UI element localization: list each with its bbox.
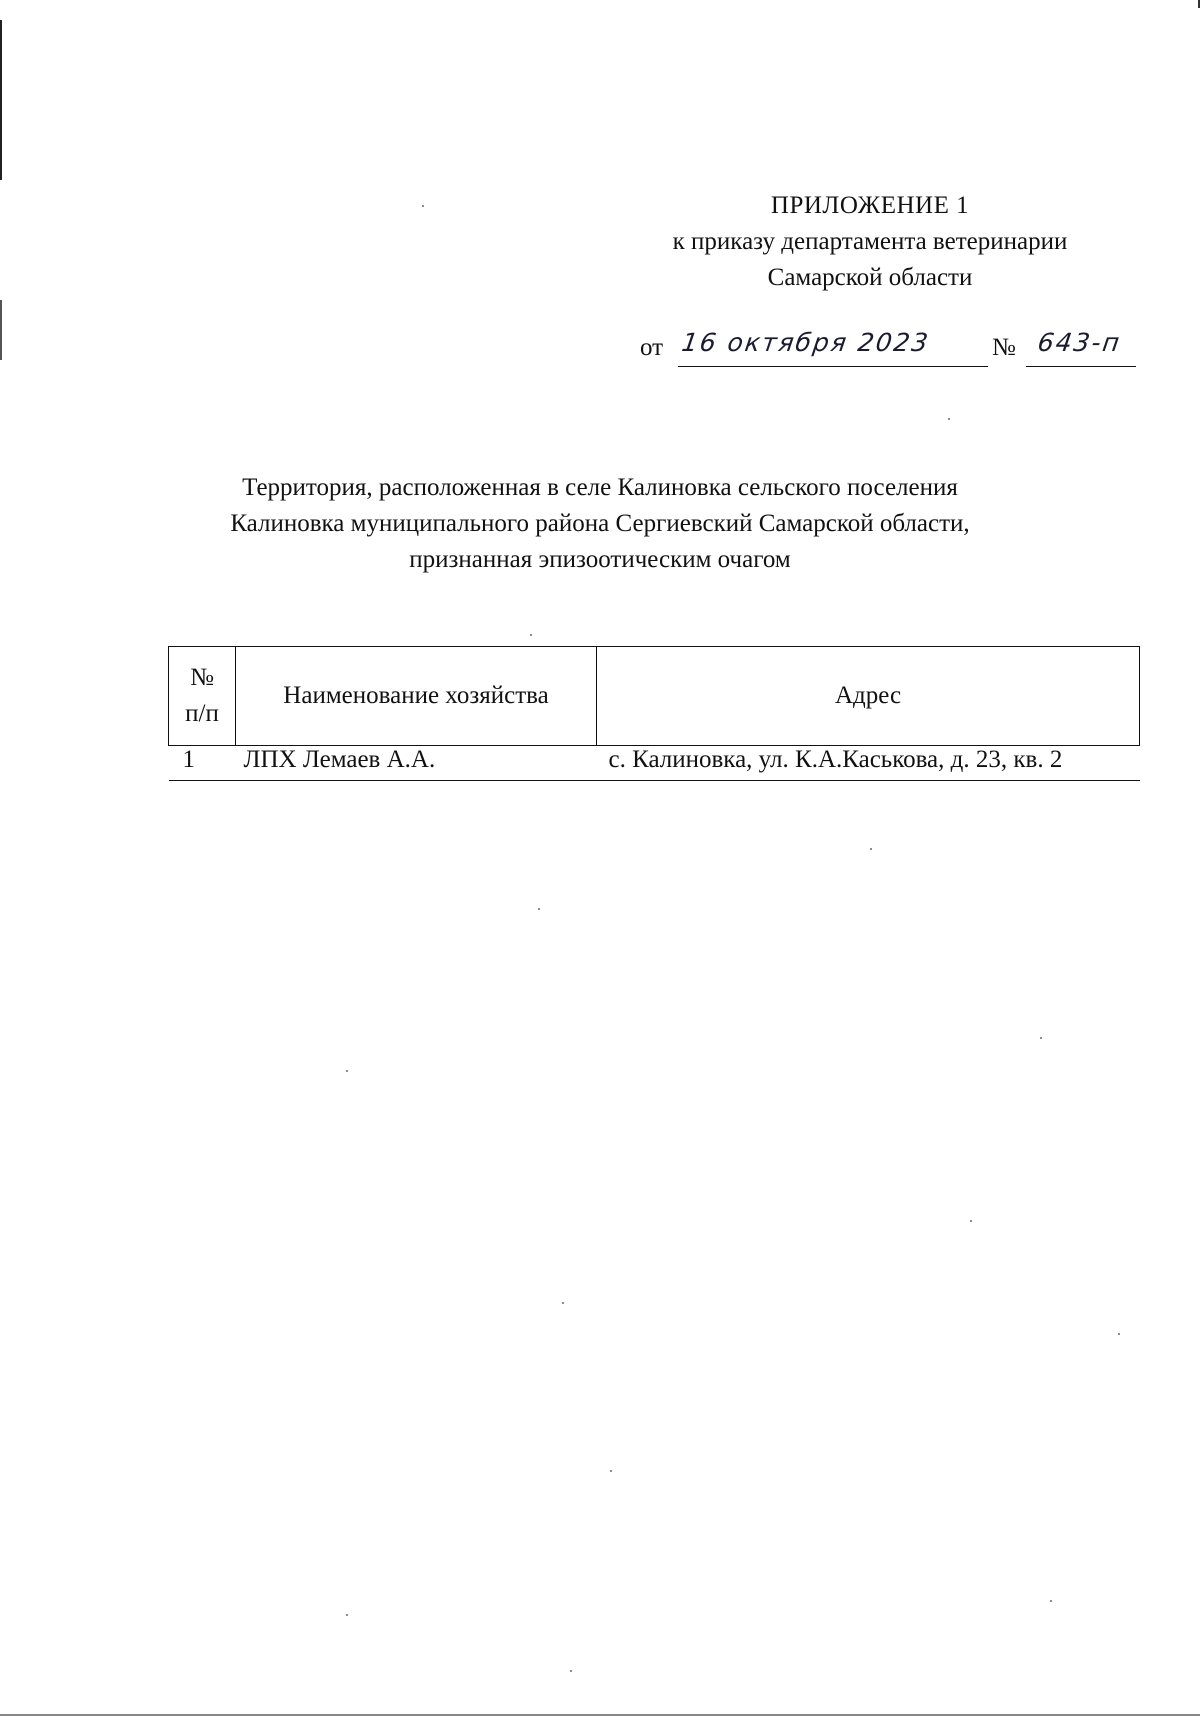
order-number-handwritten: 643-п (1035, 328, 1124, 357)
scan-speck (1040, 1037, 1042, 1039)
row-number: 1 (169, 746, 236, 781)
column-header-number-sign: № (190, 664, 214, 691)
scan-speck (562, 1302, 564, 1304)
heading-line: признанная эпизоотическим очагом (409, 546, 791, 573)
scan-speck (970, 1220, 972, 1222)
appendix-region: Самарской области (767, 264, 973, 291)
scan-speck (530, 634, 532, 636)
appendix-title: ПРИЛОЖЕНИЕ 1 (770, 192, 970, 219)
order-from-label: от (640, 334, 664, 361)
scan-speck (422, 205, 424, 207)
scan-speck (948, 418, 950, 420)
scan-edge-artifact (0, 300, 2, 360)
order-date-field (678, 330, 988, 367)
order-date-handwritten: 16 октября 2023 (679, 328, 932, 357)
row-farm-name: ЛПХ Лемаев А.А. (236, 746, 597, 781)
heading-line: Территория, расположенная в селе Калиновка сельского поселения (242, 474, 958, 501)
column-header-address: Адрес (597, 647, 1140, 746)
scan-speck (1050, 1600, 1052, 1602)
order-date-number (640, 330, 1140, 370)
scan-edge-artifact (0, 20, 2, 180)
scan-speck (346, 1070, 348, 1072)
scan-speck (538, 908, 540, 910)
scan-speck (610, 1470, 612, 1472)
row-address: с. Калиновка, ул. К.А.Каськова, д. 23, кв. 2 (597, 746, 1140, 781)
table-header-row (169, 647, 1140, 746)
heading-line: Калиновка муниципального района Сергиевский Самарской области, (230, 510, 970, 537)
order-number-label: № (992, 334, 1016, 361)
table-row (169, 746, 1140, 781)
column-header-farm-name: Наименование хозяйства (236, 647, 597, 746)
scan-speck (1118, 1333, 1120, 1335)
appendix-order-ref: к приказу департамента ветеринарии (672, 228, 1068, 255)
scan-speck (346, 1614, 348, 1616)
appendix-header (600, 188, 1140, 296)
column-header-number (169, 647, 236, 746)
column-header-number-abbr: п/п (185, 700, 219, 727)
scan-speck (570, 1670, 572, 1672)
order-number-field (1026, 330, 1136, 367)
farms-table (168, 646, 1140, 781)
scan-speck (870, 848, 872, 850)
document-heading (150, 470, 1050, 578)
